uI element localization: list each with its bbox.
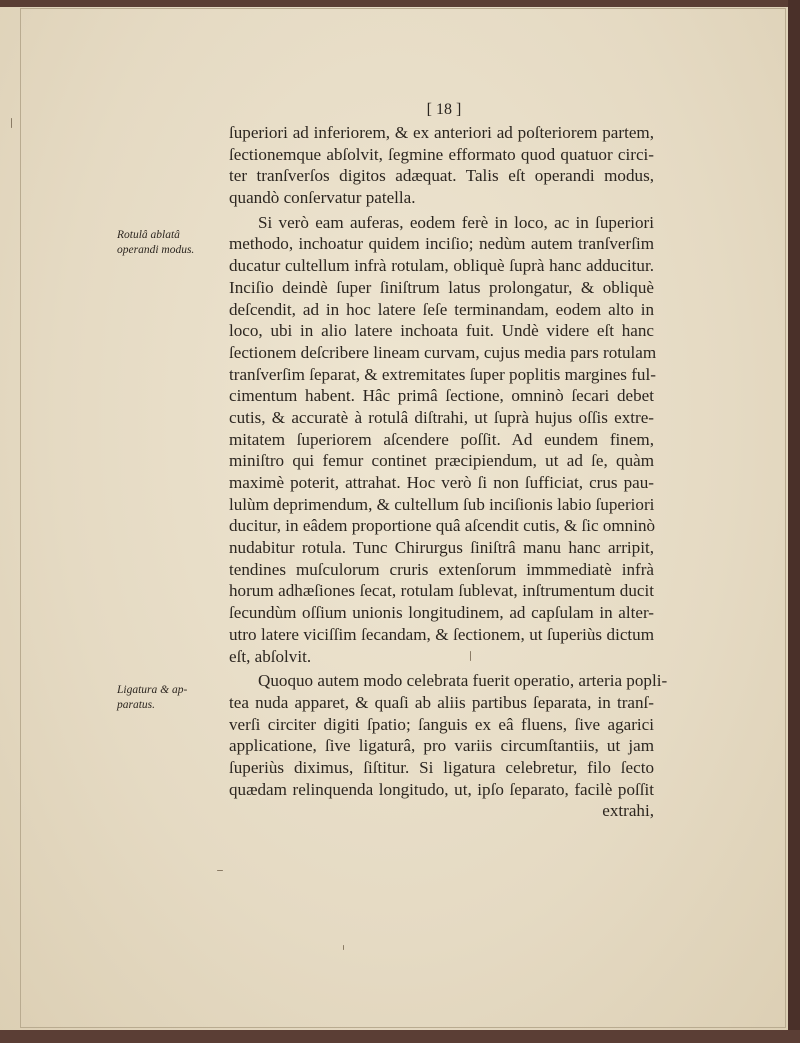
text-line: utro latere viciſſim ſecandam, & ſectionem, ut ſuperiùs dictum <box>229 624 654 644</box>
paper-speck <box>11 118 12 128</box>
text-line: quædam relinquenda longitudo, ut, ipſo ſeparato, facilè poſſit <box>229 779 654 799</box>
text-line: ſecundùm oſſium unionis longitudinem, ad capſulam in alter- <box>229 603 654 623</box>
body-text <box>229 122 668 822</box>
text-line: Si verò eam auferas, eodem ferè in loco, ac in ſuperiori <box>258 212 654 232</box>
text-line: cutis, & accuratè à rotulâ diſtrahi, ut ſuprà hujus oſſis extre- <box>229 407 654 427</box>
page-right-edge <box>788 0 800 1043</box>
text-line: ducitur, in eâdem proportione quâ aſcendit cutis, & ſic omninò <box>229 516 656 536</box>
catchword: extrahi, <box>602 801 654 821</box>
text-line: quandò conſervatur patella. <box>229 188 416 208</box>
text-line: nudabitur rotula. Tunc Chirurgus ſiniſtrâ manu hanc arripit, <box>229 538 654 558</box>
text-line: tendines muſculorum cruris extenſorum immmediatè infrà <box>229 559 654 579</box>
text-line: applicatione, ſive ligaturâ, pro variis circumſtantiis, ut jam <box>229 736 654 756</box>
margin-note-ligatura <box>117 683 227 713</box>
text-line: ſectionemque abſolvit, ſegmine efformato quod quatuor circi- <box>229 144 654 164</box>
paper-speck <box>217 870 223 871</box>
paragraph-1 <box>229 122 654 209</box>
margin-note-rotula <box>117 228 227 258</box>
page-bottom-edge <box>0 1030 800 1043</box>
text-line: loco, ubi in alio latere inchoata fuit. Undè videre eſt hanc <box>229 321 654 341</box>
text-line: tea nuda apparet, & quaſi ab aliis partibus ſeparata, in tranſ- <box>229 692 654 712</box>
text-line: miniſtro qui femur continet præcipiendum, ut ad ſe, quàm <box>229 451 654 471</box>
margin-note-line: operandi modus. <box>117 244 195 256</box>
margin-note-line: Ligatura & ap- <box>117 684 188 696</box>
text-line: verſi circiter digiti ſpatio; ſanguis ex eâ fluens, ſive agarici <box>229 714 654 734</box>
text-line: deſcendit, ad in hoc latere ſeſe terminandam, eodem alto in <box>229 299 654 319</box>
text-line: mitatem ſuperiorem aſcendere poſſit. Ad eundem finem, <box>229 429 654 449</box>
text-line: maximè poterit, attrahat. Hoc verò ſi non ſufficiat, crus pau- <box>229 473 654 492</box>
text-line: eſt, abſolvit. <box>229 646 312 666</box>
text-line: ter tranſverſos digitos adæquat. Talis eſt operandi modus, <box>229 166 654 186</box>
text-line: cimentum habent. Hâc primâ ſectione, omninò ſecari debet <box>229 386 654 406</box>
text-line: Inciſio deindè ſuper ſiniſtrum latus prolongatur, & obliquè <box>229 277 654 297</box>
page-top-edge <box>0 0 800 7</box>
margin-note-line: paratus. <box>117 699 156 711</box>
paragraph-3 <box>229 670 668 800</box>
text-line: lulùm deprimendum, & cultellum ſub inciſionis labio ſuperiori <box>229 494 655 514</box>
text-line: ſuperiùs diximus, ſiſtitur. Si ligatura celebretur, filo ſecto <box>229 757 654 777</box>
text-line: horum adhæſiones ſecat, rotulam ſublevat, inſtrumentum ducit <box>229 581 654 601</box>
text-line: ſectionem deſcribere lineam curvam, cujus media pars rotulam <box>229 342 657 362</box>
text-line: ducatur cultellum infrà rotulam, obliquè ſuprà hanc adducitur. <box>229 256 654 276</box>
text-line: methodo, inchoatur quidem inciſio; nedùm autem tranſverſim <box>229 234 654 254</box>
page-number: [ 18 ] <box>426 101 462 118</box>
paragraph-2 <box>229 212 657 667</box>
text-line: Quoquo autem modo celebrata fuerit operatio, arteria popli- <box>258 671 668 691</box>
margin-note-line: Rotulâ ablatâ <box>117 229 180 241</box>
text-line: ſuperiori ad inferiorem, & ex anteriori ad poſteriorem partem, <box>229 123 654 142</box>
paper-speck <box>343 945 344 950</box>
text-line: tranſverſim ſeparat, & extremitates ſuper poplitis margines ful- <box>229 364 656 384</box>
